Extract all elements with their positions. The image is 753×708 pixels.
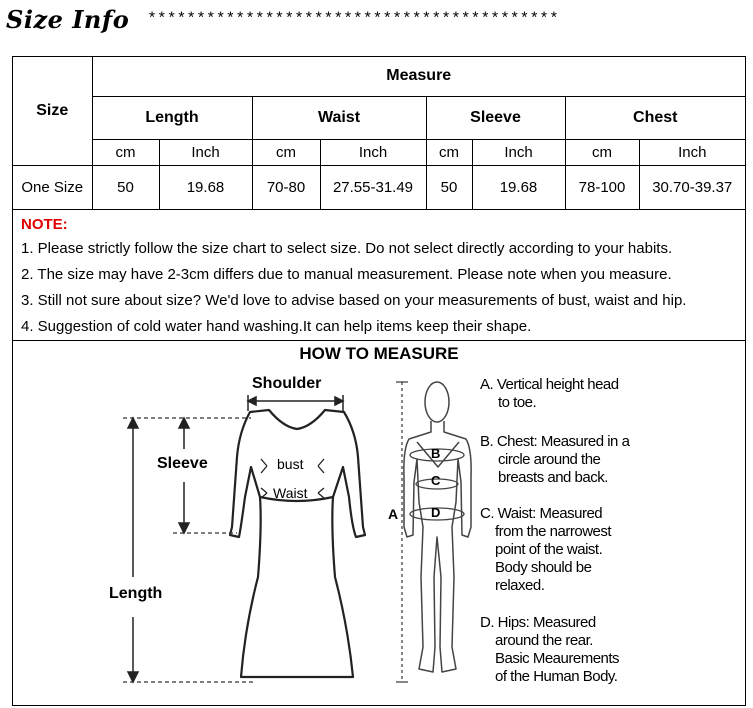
size-header: Size [13,57,92,165]
value-cell: 50 [426,165,472,209]
legend-line: around the rear. [495,632,593,649]
legend-line: to toe. [498,394,537,411]
label-waist: Waist [273,485,308,501]
legend-line: Basic Meaurements [495,650,620,667]
group-waist: Waist [252,96,426,139]
size-chart-frame [12,56,746,706]
star-divider: ****************************************** [147,10,559,28]
legend-line: A. Vertical height head [480,376,619,393]
legend-line: Body should be [495,559,592,576]
group-chest: Chest [565,96,745,139]
page-header [6,2,559,36]
legend-line: of the Human Body. [495,668,618,685]
body-label-c: C [431,473,441,488]
unit-cell: cm [252,139,320,165]
value-cell: 70-80 [252,165,320,209]
legend-line: relaxed. [495,577,545,594]
unit-cell: cm [565,139,639,165]
unit-cell: cm [426,139,472,165]
legend-b [480,433,629,487]
unit-cell: cm [92,139,159,165]
value-cell: 19.68 [159,165,252,209]
group-sleeve: Sleeve [426,96,565,139]
note-line: 2. The size may have 2-3cm differs due to manual measurement. Please note when you measure. [21,266,672,283]
note-line: 4. Suggestion of cold water hand washing.It can help items keep their shape. [21,318,532,335]
legend-line: B. Chest: Measured in a [480,433,630,450]
value-cell: 27.55-31.49 [320,165,426,209]
unit-cell: Inch [639,139,745,165]
size-cell: One Size [13,165,92,209]
how-to-measure-title: HOW TO MEASURE [299,344,459,363]
unit-cell: Inch [320,139,426,165]
legend-c [480,505,611,595]
group-length: Length [92,96,252,139]
body-label-a: A [388,506,399,522]
legend-line: from the narrowest [495,523,612,540]
unit-cell: Inch [159,139,252,165]
legend-d [480,614,619,686]
legend-line: C. Waist: Measured [480,505,603,522]
legend-line: breasts and back. [498,469,608,486]
note-line: 3. Still not sure about size? We'd love to advise based on your measurements of bust, waist and hip. [21,292,687,309]
legend-line: D. Hips: Measured [480,614,596,631]
value-cell: 78-100 [565,165,639,209]
measure-header: Measure [92,57,745,96]
note-line: 1. Please strictly follow the size chart to select size. Do not select directly according to your habits. [21,240,673,257]
unit-cell: Inch [472,139,565,165]
legend-line: point of the waist. [495,541,603,558]
value-cell: 19.68 [472,165,565,209]
legend-a [480,376,619,412]
note-heading: NOTE: [21,216,68,233]
legend-line: circle around the [498,451,601,468]
label-length: Length [109,585,163,602]
body-label-d: D [431,505,441,520]
label-bust: bust [277,456,304,472]
value-cell: 30.70-39.37 [639,165,745,209]
label-shoulder: Shoulder [252,375,322,392]
body-label-b: B [431,446,441,461]
value-cell: 50 [92,165,159,209]
brand-title: Size Info [6,4,130,34]
dress-diagram [13,57,745,705]
label-sleeve: Sleeve [157,455,208,472]
